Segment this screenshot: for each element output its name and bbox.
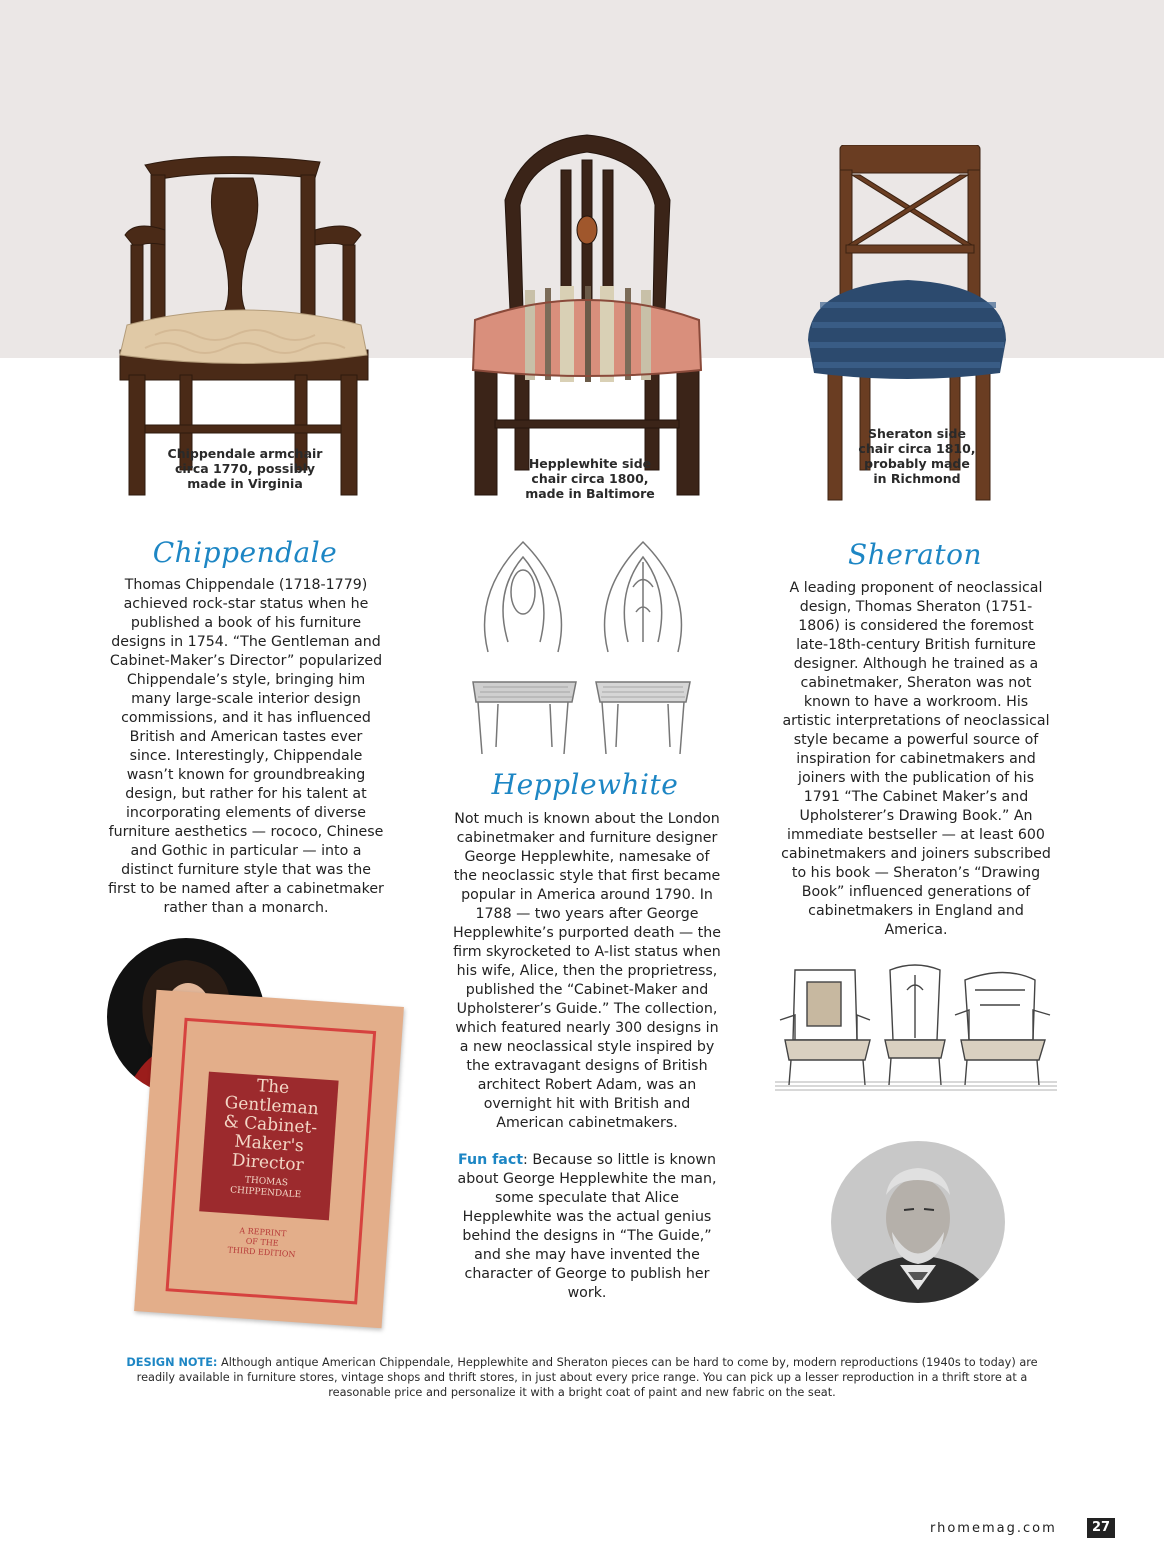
hepplewhite-caption: Hepplewhite side chair circa 1800, made in Baltimore	[525, 456, 655, 501]
book-edition-line-2: OF THE	[245, 1236, 279, 1248]
chippendale-caption: Chippendale armchair circa 1770, possibly made in Virginia	[167, 446, 323, 491]
fun-fact-label: Fun fact	[457, 1152, 524, 1168]
hepplewhite-fun-fact	[452, 1151, 722, 1303]
sheraton-portrait	[830, 1140, 1006, 1304]
chippendale-heading: Chippendale	[152, 536, 338, 569]
page-number: 27	[1087, 1518, 1115, 1538]
book-author-line-2: CHIPPENDALE	[229, 1185, 302, 1201]
footer-url[interactable]: rhomemag.com	[930, 1521, 1057, 1536]
book-title-line-3: & Cabinet-	[222, 1111, 318, 1139]
sheraton-caption: Sheraton side chair circa 1810, probably made in Richmond	[858, 426, 976, 486]
book-edition-line-3: THIRD EDITION	[227, 1245, 296, 1260]
sheraton-body-text: A leading proponent of neoclassical design, Thomas Sheraton (1751-1806) is considered the foremost late-18th-century British furniture designer. Although he trained as a cabinetmaker, Sheraton was not known to have a workroom. His artistic interpretations of neoclassical style became a powerful source of inspiration for cabinetmakers and joiners with the publication of his 1791 “The Cabinet Maker’s and Upholsterer’s Drawing Book.” An immediate bestseller — at least 600 cabinetmakers and joiners subscribed to his book — Sheraton’s “Drawing Book” influenced generations of cabinetmakers in England and America.	[781, 580, 1051, 938]
book-cover-title	[200, 1074, 338, 1204]
book-title-line-1: The	[256, 1076, 290, 1099]
book-title-line-4: Maker's	[233, 1131, 305, 1157]
book-author-line-1: THOMAS	[244, 1175, 289, 1189]
design-note-text: Although antique American Chippendale, Hepplewhite and Sheraton pieces can be hard to come by, modern reproductions (1940s to today) are readily available in furniture stores, vintage shops and thrift stores, in just about every price range. You can pick up a lesser reproduction in a thrift store at a reasonable price and personalize it with a bright coat of paint and new fabric on the seat.	[136, 1356, 1038, 1399]
fun-fact-text: : Because so little is known about George Hepplewhite the man, some speculate that Alice Hepplewhite was the actual genius behind the designs in “The Guide,” and she may have invented the character of George to publish her work.	[457, 1152, 717, 1301]
design-note-label: DESIGN NOTE:	[126, 1356, 218, 1369]
hepplewhite-chair-engraving	[468, 532, 700, 760]
book-title-line-5: Director	[231, 1150, 305, 1176]
sheraton-heading: Sheraton	[847, 538, 982, 571]
design-note	[120, 1355, 1044, 1400]
sheraton-chairs-engraving	[775, 960, 1057, 1092]
hepplewhite-heading: Hepplewhite	[491, 768, 679, 801]
hepplewhite-body-text: Not much is known about the London cabinetmaker and furniture designer George Hepplewhite, namesake of the neoclassic style that first became popular in America around 1790. In 1788 — two years after George Hepplewhite’s purported death — the firm skyrocketed to A-list status when his wife, Alice, then the proprietress, published the “Cabinet-Maker and Upholsterer’s Guide.” The collection, which featured nearly 300 designs in a new neoclassical style inspired by the extravagant designs of British architect Robert Adam, was an overnight hit with British and American cabinetmakers.	[453, 811, 721, 1131]
hepplewhite-chair-photo	[465, 130, 710, 500]
book-cover	[134, 990, 404, 1329]
book-title-line-2: Gentleman	[224, 1092, 320, 1120]
chippendale-body-text: Thomas Chippendale (1718-1779) achieved rock-star status when he published a book of his furniture designs in 1754. “The Gentleman and Cabinet-Maker’s Director” popularized Chippendale’s style, bringing him many large-scale interior design commissions, and it has influenced British and American tastes ever since. Interestingly, Chippendale wasn’t known for groundbreaking design, but rather for his talent at incorporating elements of diverse furniture aesthetics — rococo, Chinese and Gothic in particular — into a distinct furniture style that was the first to be named after a cabinetmaker rather than a monarch.	[108, 577, 384, 916]
book-edition-line-1: A REPRINT	[239, 1226, 287, 1239]
